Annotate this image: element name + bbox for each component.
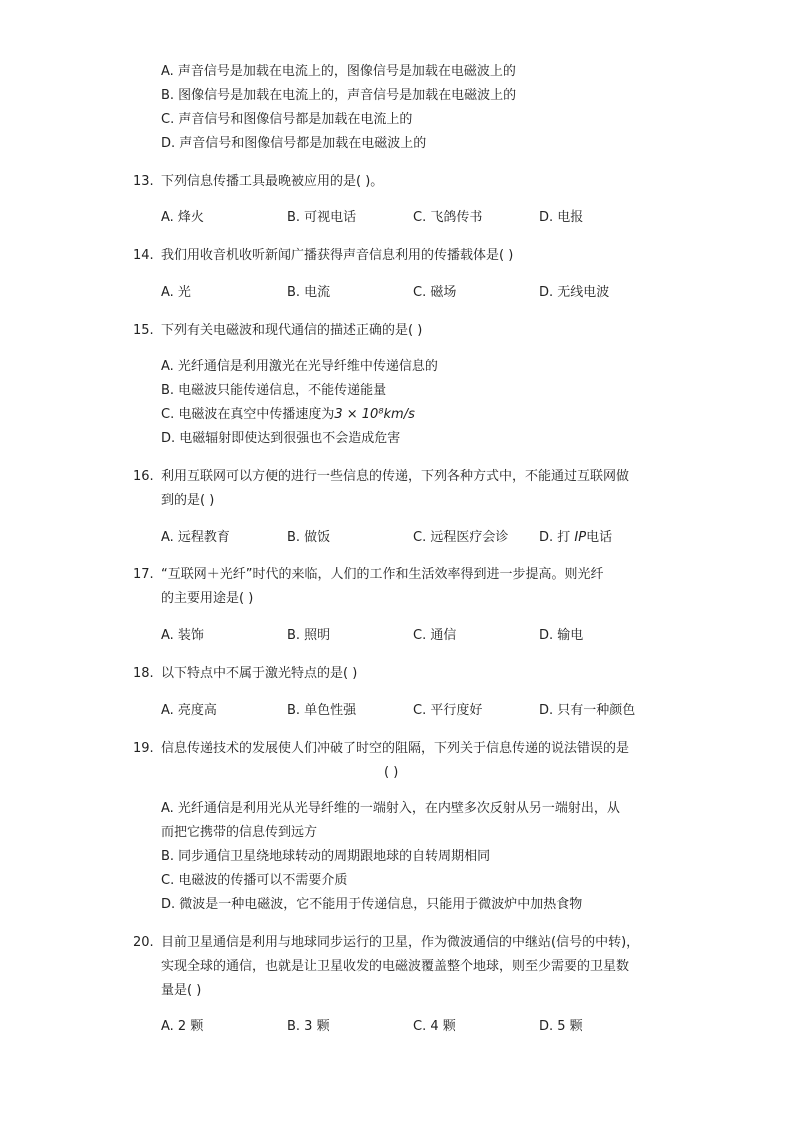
q16-option-d-ip: IP (574, 530, 587, 545)
q20-number: 20. (133, 935, 154, 950)
q15-option-a: A. 光纤通信是利用激光在光导纤维中传递信息的 (161, 359, 438, 374)
q19-option-a-cont: 而把它携带的信息传到远方 (161, 825, 318, 840)
q18-option-a: A. 亮度高 (161, 703, 217, 718)
q13-stem: 下列信息传播工具最晚被应用的是( )。 (161, 174, 384, 189)
q20-stem-line2: 实现全球的通信，也就是让卫星收发的电磁波覆盖整个地球，则至少需要的卫星数 (161, 959, 630, 974)
q20-stem-line3: 量是( ) (161, 983, 202, 998)
q12-option-d: D. 声音信号和图像信号都是加载在电磁波上的 (161, 136, 427, 151)
q20-option-a: A. 2 颗 (161, 1019, 204, 1034)
q20-option-c: C. 4 颗 (413, 1019, 456, 1034)
q16-number: 16. (133, 469, 154, 484)
q20-option-d: D. 5 颗 (539, 1019, 583, 1034)
q16-option-a: A. 远程教育 (161, 530, 230, 545)
q19-option-b: B. 同步通信卫星绕地球转动的周期跟地球的自转周期相同 (161, 849, 491, 864)
q15-option-c (161, 406, 415, 424)
q13-number: 13. (133, 174, 154, 189)
q16-option-d (539, 529, 612, 547)
q19-option-d: D. 微波是一种电磁波，它不能用于传递信息，只能用于微波炉中加热食物 (161, 897, 583, 912)
q13-option-d: D. 电报 (539, 210, 584, 225)
q14-option-b: B. 电流 (287, 285, 331, 300)
q14-stem: 我们用收音机收听新闻广播获得声音信息利用的传播载体是( ) (161, 248, 514, 263)
q13-option-a: A. 烽火 (161, 210, 204, 225)
q12-option-b: B. 图像信号是加载在电流上的，声音信号是加载在电磁波上的 (161, 88, 517, 103)
q13-option-b: B. 可视电话 (287, 210, 357, 225)
q18-number: 18. (133, 666, 154, 681)
q19-stem-line1: 信息传递技术的发展使人们冲破了时空的阻隔，下列关于信息传递的说法错误的是 (161, 741, 630, 756)
q17-option-d: D. 输电 (539, 628, 584, 643)
q14-option-a: A. 光 (161, 285, 191, 300)
q18-option-b: B. 单色性强 (287, 703, 357, 718)
q18-option-c: C. 平行度好 (413, 703, 483, 718)
q16-stem-line2: 到的是( ) (161, 493, 215, 508)
q17-stem-line2: 的主要用途是( ) (161, 591, 254, 606)
q16-option-d-tail: 电话 (586, 530, 613, 545)
q17-stem-line1: “互联网＋光纤”时代的来临，人们的工作和生活效率得到进一步提高。则光纤 (161, 567, 604, 582)
q16-option-d-text: D. 打 (539, 530, 571, 545)
q16-stem-line1: 利用互联网可以方便的进行一些信息的传递，下列各种方式中，不能通过互联网做 (161, 469, 630, 484)
q16-option-c: C. 远程医疗会诊 (413, 530, 509, 545)
q12-option-a: A. 声音信号是加载在电流上的，图像信号是加载在电磁波上的 (161, 64, 516, 79)
q20-stem-line1: 目前卫星通信是利用与地球同步运行的卫星，作为微波通信的中继站(信号的中转)， (161, 935, 640, 950)
q15-option-b: B. 电磁波只能传递信息，不能传递能量 (161, 383, 387, 398)
q16-option-b: B. 做饭 (287, 530, 331, 545)
q19-number: 19. (133, 741, 154, 756)
q19-option-c: C. 电磁波的传播可以不需要介质 (161, 873, 348, 888)
q13-option-c: C. 飞鸽传书 (413, 210, 483, 225)
q15-stem: 下列有关电磁波和现代通信的描述正确的是( ) (161, 323, 423, 338)
q15-option-c-text: C. 电磁波在真空中传播速度为 (161, 407, 335, 422)
q12-option-c: C. 声音信号和图像信号都是加载在电流上的 (161, 112, 413, 127)
q18-stem: 以下特点中不属于激光特点的是( ) (161, 666, 358, 681)
q14-option-c: C. 磁场 (413, 285, 457, 300)
q19-option-a: A. 光纤通信是利用光从光导纤维的一端射入，在内壁多次反射从另一端射出，从 (161, 801, 620, 816)
q14-number: 14. (133, 248, 154, 263)
q17-option-a: A. 装饰 (161, 628, 204, 643)
q20-option-b: B. 3 颗 (287, 1019, 330, 1034)
q15-option-d: D. 电磁辐射即使达到很强也不会造成危害 (161, 431, 401, 446)
q19-stem-line2: ( ) (384, 765, 399, 780)
q17-number: 17. (133, 567, 154, 582)
q17-option-c: C. 通信 (413, 628, 457, 643)
q18-option-d: D. 只有一种颜色 (539, 703, 636, 718)
q17-option-b: B. 照明 (287, 628, 331, 643)
q14-option-d: D. 无线电波 (539, 285, 610, 300)
q15-number: 15. (133, 323, 154, 338)
q15-option-c-formula: 3 × 10⁸km/s (334, 407, 415, 422)
